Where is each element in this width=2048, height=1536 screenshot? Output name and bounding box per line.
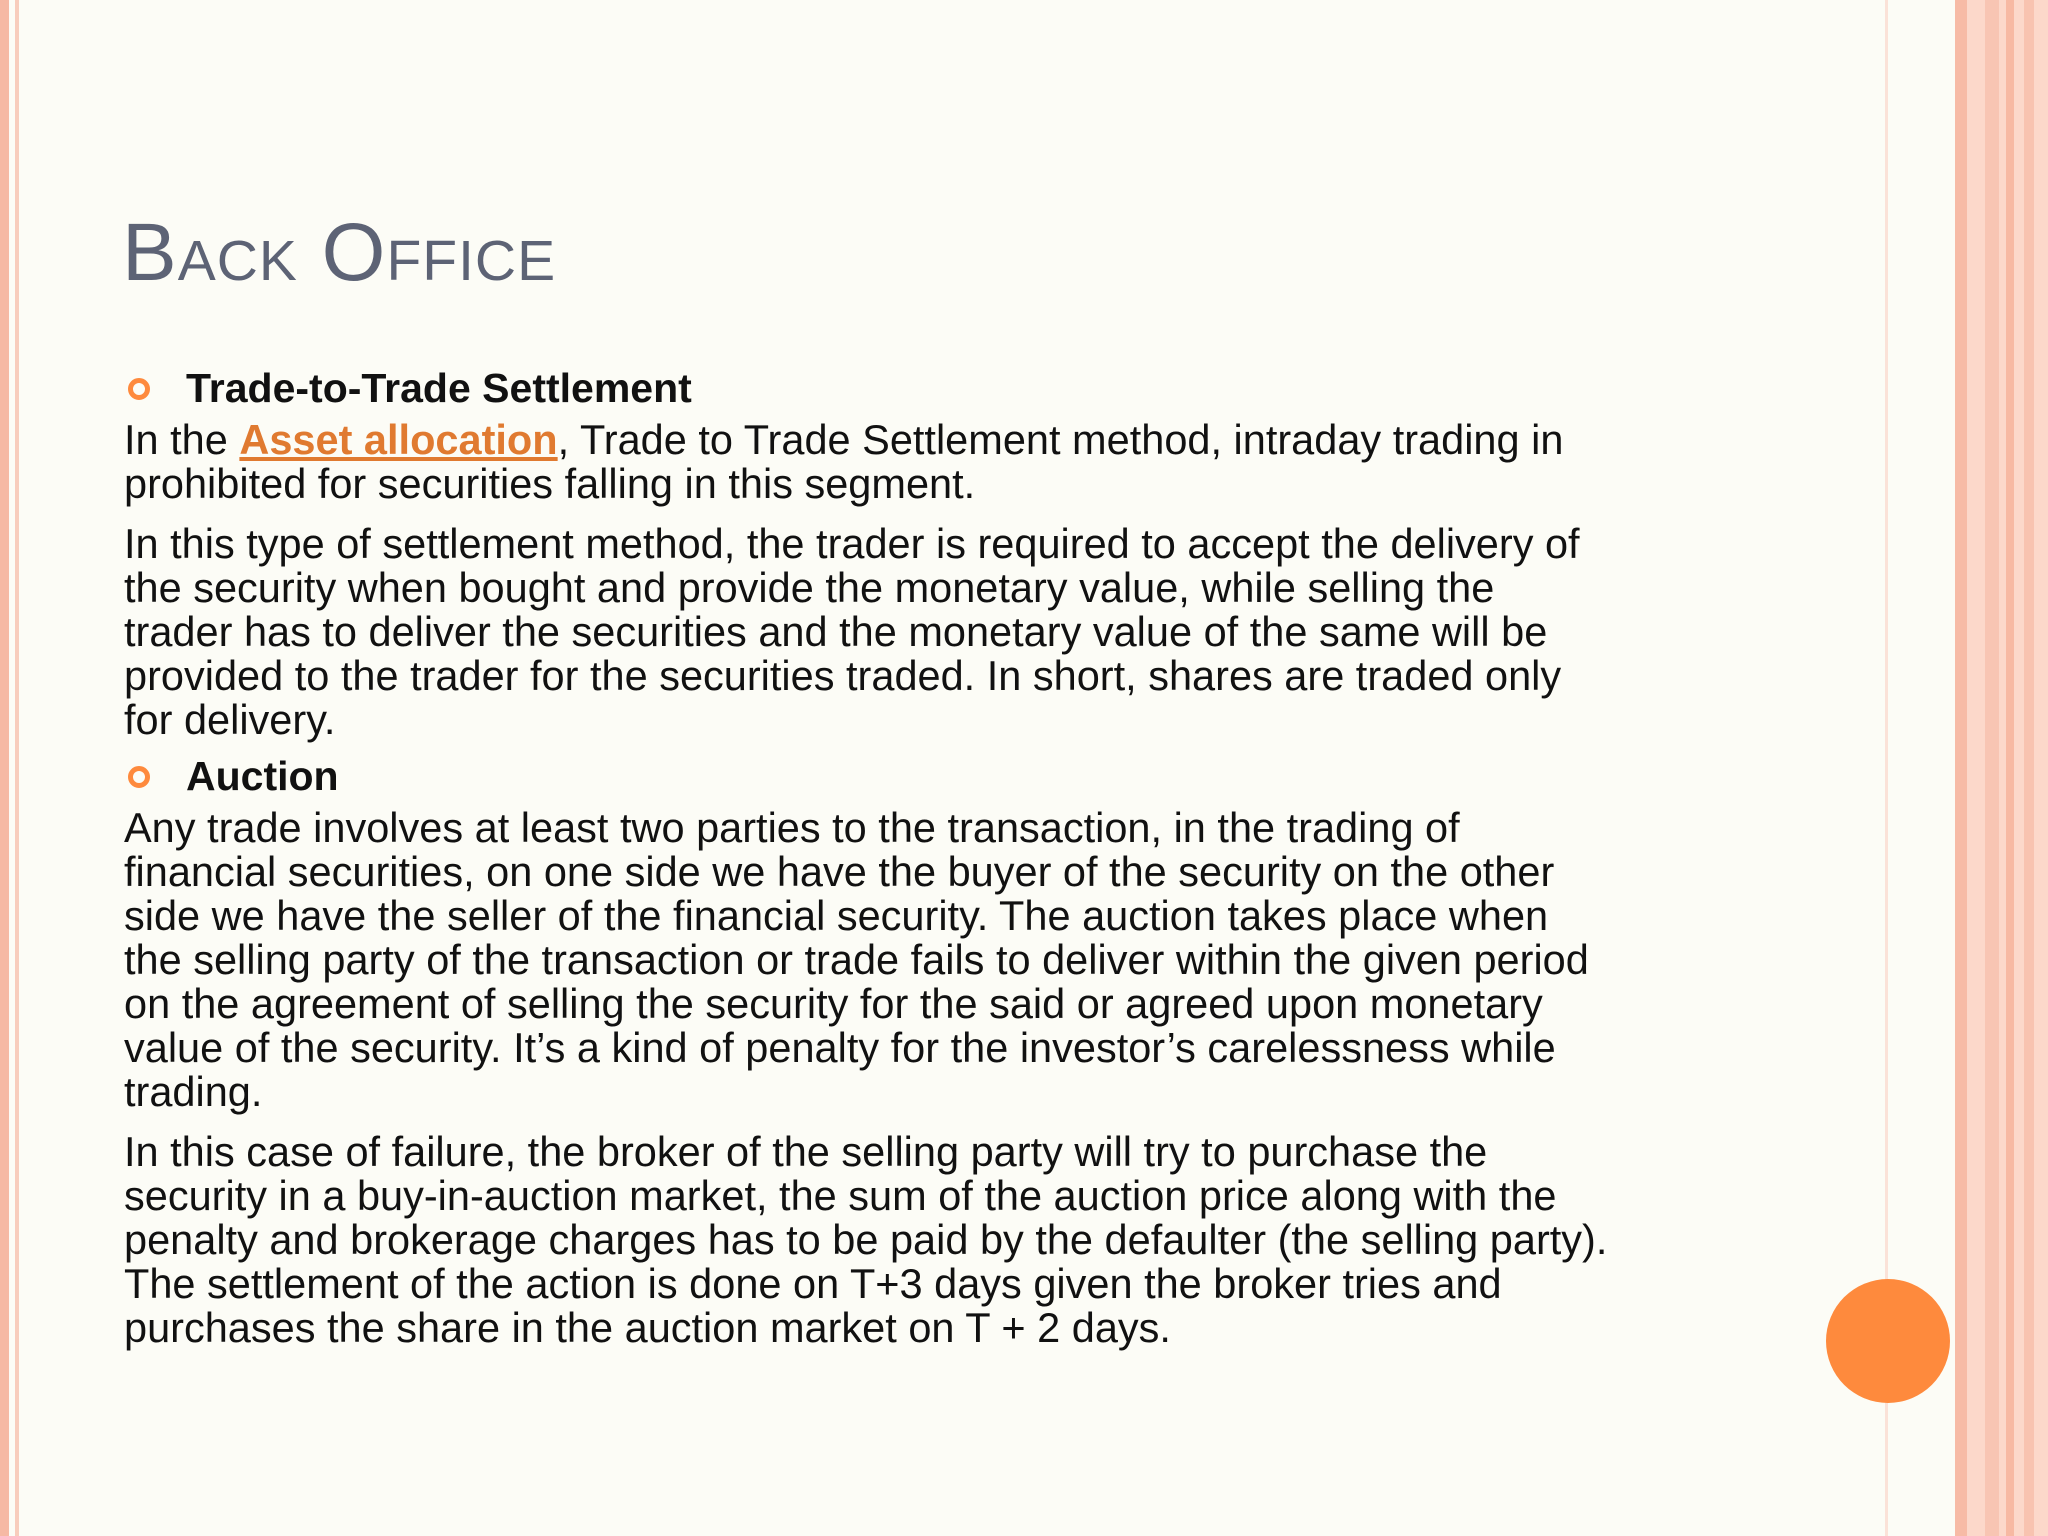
paragraph-settlement-method: In this type of settlement method, the trader is required to accept the delivery of the security when bought and provide the monetary value, while selling the trader has to deliver the securities and the monetary value of the same will be provided to the trader for the securities traded. In short, shares are traded only for delivery. (124, 520, 1580, 743)
bullet-heading-label: Auction (186, 753, 339, 799)
bullet-heading-label: Trade-to-Trade Settlement (186, 365, 692, 411)
right-border-stripe (2024, 0, 2034, 1536)
slide-title: Back Office (122, 207, 557, 298)
paragraph-text: In the (124, 416, 240, 463)
right-border-stripe (1985, 0, 1999, 1536)
asset-allocation-link[interactable]: Asset allocation (239, 416, 558, 463)
right-border-stripe (1955, 0, 1967, 1536)
paragraph-asset-allocation (124, 418, 1804, 506)
accent-circle (1826, 1279, 1950, 1403)
paragraph-auction-failure: In this case of failure, the broker of the selling party will try to purchase the security in a buy-in-auction market, the sum of the auction price along with the penalty and brokerage charges has to be paid by the defaulter (the selling party). The settlement of the action is done on T+3 days given the broker tries and purchases the share in the auction market on T + 2 days. (124, 1128, 1608, 1351)
left-border-stripe-inner (15, 0, 19, 1536)
paragraph-auction-description: Any trade involves at least two parties to the transaction, in the trading of financial securities, on one side we have the buyer of the security on the other side we have the seller of the financial security. The auction takes place when the selling party of the transaction or trade fails to deliver within the given period on the agreement of selling the security for the said or agreed upon monetary value of the security. It’s a kind of penalty for the investor’s carelessness while trading. (124, 804, 1589, 1115)
left-border-stripe (0, 0, 9, 1536)
bullet-heading-trade-to-trade (124, 358, 1804, 418)
ring-bullet-icon (128, 378, 150, 400)
paragraph-text: , Trade to Trade Settlement method, intraday trading in prohibited for securities falling in this segment. (124, 416, 1564, 507)
ring-bullet-icon (128, 766, 150, 788)
bullet-heading-auction (124, 746, 1804, 806)
right-border-stripe (2006, 0, 2014, 1536)
slide-content (124, 358, 1804, 1366)
